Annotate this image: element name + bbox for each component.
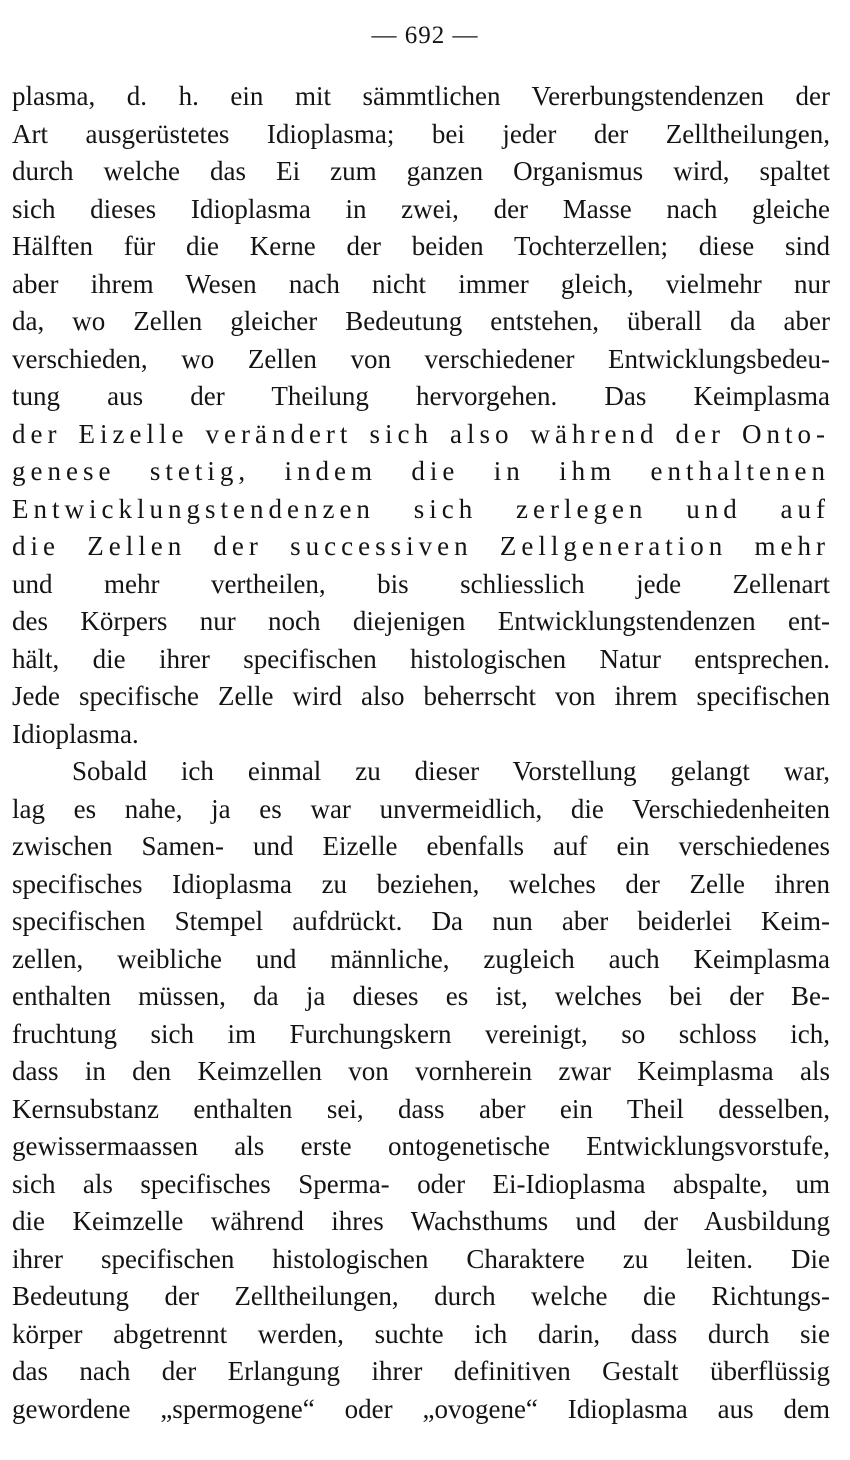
text-line: genese stetig, indem die in ihm enthaltenen: [12, 456, 830, 486]
text-line: lag es nahe, ja es war unvermeidlich, die Verschiedenheiten: [12, 793, 830, 824]
text-line: Idioplasma.: [12, 718, 139, 749]
text-line: zellen, weibliche und männliche, zugleich auch Keimplasma: [12, 943, 830, 974]
text-line: specifisches Idioplasma zu beziehen, welches der Zelle ihren: [12, 868, 830, 899]
text-line: und mehr vertheilen, bis schliesslich jede Zellenart: [12, 568, 830, 599]
text-line: Sobald ich einmal zu dieser Vorstellung gelangt war,: [72, 756, 830, 786]
text-line: Entwicklungstendenzen sich zerlegen und auf: [12, 493, 830, 524]
text-line: Kernsubstanz enthalten sei, dass aber ein Theil desselben,: [12, 1093, 830, 1124]
text-line: durch welche das Ei zum ganzen Organismus wird, spaltet: [12, 156, 830, 186]
text-line: der Eizelle verändert sich also während der Onto-: [12, 418, 830, 449]
text-line: Bedeutung der Zelltheilungen, durch welche die Richtungs-: [12, 1281, 830, 1311]
text-line: die Zellen der successiven Zellgeneration mehr: [12, 531, 830, 561]
text-line: sich als specifisches Sperma- oder Ei-Idioplasma abspalte, um: [12, 1168, 830, 1199]
text-line: des Körpers nur noch diejenigen Entwicklungstendenzen ent-: [12, 606, 830, 636]
text-line: das nach der Erlangung ihrer definitiven Gestalt überflüssig: [12, 1356, 830, 1386]
text-line: fruchtung sich im Furchungskern vereinigt, so schloss ich,: [12, 1018, 830, 1049]
text-line: Jede specifische Zelle wird also beherrscht von ihrem specifischen: [12, 681, 830, 711]
text-line: zwischen Samen- und Eizelle ebenfalls auf ein verschiedenes: [12, 831, 830, 861]
text-line: gewissermaassen als erste ontogenetische Entwicklungsvorstufe,: [12, 1131, 830, 1161]
body-text: [12, 78, 830, 1428]
text-line: plasma, d. h. ein mit sämmtlichen Vererbungstendenzen der: [12, 81, 830, 111]
text-line: aber ihrem Wesen nach nicht immer gleich, vielmehr nur: [12, 268, 830, 299]
text-line: verschieden, wo Zellen von verschiedener Entwicklungsbedeu-: [12, 343, 830, 374]
text-line: specifischen Stempel aufdrückt. Da nun aber beiderlei Keim-: [12, 906, 830, 936]
text-line: ihrer specifischen histologischen Charaktere zu leiten. Die: [12, 1243, 830, 1274]
text-line: dass in den Keimzellen von vornherein zwar Keimplasma als: [12, 1056, 830, 1086]
text-line: körper abgetrennt werden, suchte ich darin, dass durch sie: [12, 1318, 830, 1349]
text-line: Art ausgerüstetes Idioplasma; bei jeder der Zelltheilungen,: [12, 118, 830, 149]
text-line: die Keimzelle während ihres Wachsthums und der Ausbildung: [12, 1206, 830, 1236]
text-line: Hälften für die Kerne der beiden Tochterzellen; diese sind: [12, 231, 830, 261]
text-line: sich dieses Idioplasma in zwei, der Masse nach gleiche: [12, 193, 830, 224]
text-line: hält, die ihrer specifischen histologischen Natur entsprechen.: [12, 643, 830, 674]
text-line: da, wo Zellen gleicher Bedeutung entstehen, überall da aber: [12, 306, 830, 336]
text-line: enthalten müssen, da ja dieses es ist, welches bei der Be-: [12, 981, 830, 1011]
text-line: tung aus der Theilung hervorgehen. Das Keimplasma: [12, 381, 830, 411]
page-number: — 692 —: [371, 22, 479, 49]
text-line: gewordene „spermogene“ oder „ovogene“ Idioplasma aus dem: [12, 1393, 830, 1424]
